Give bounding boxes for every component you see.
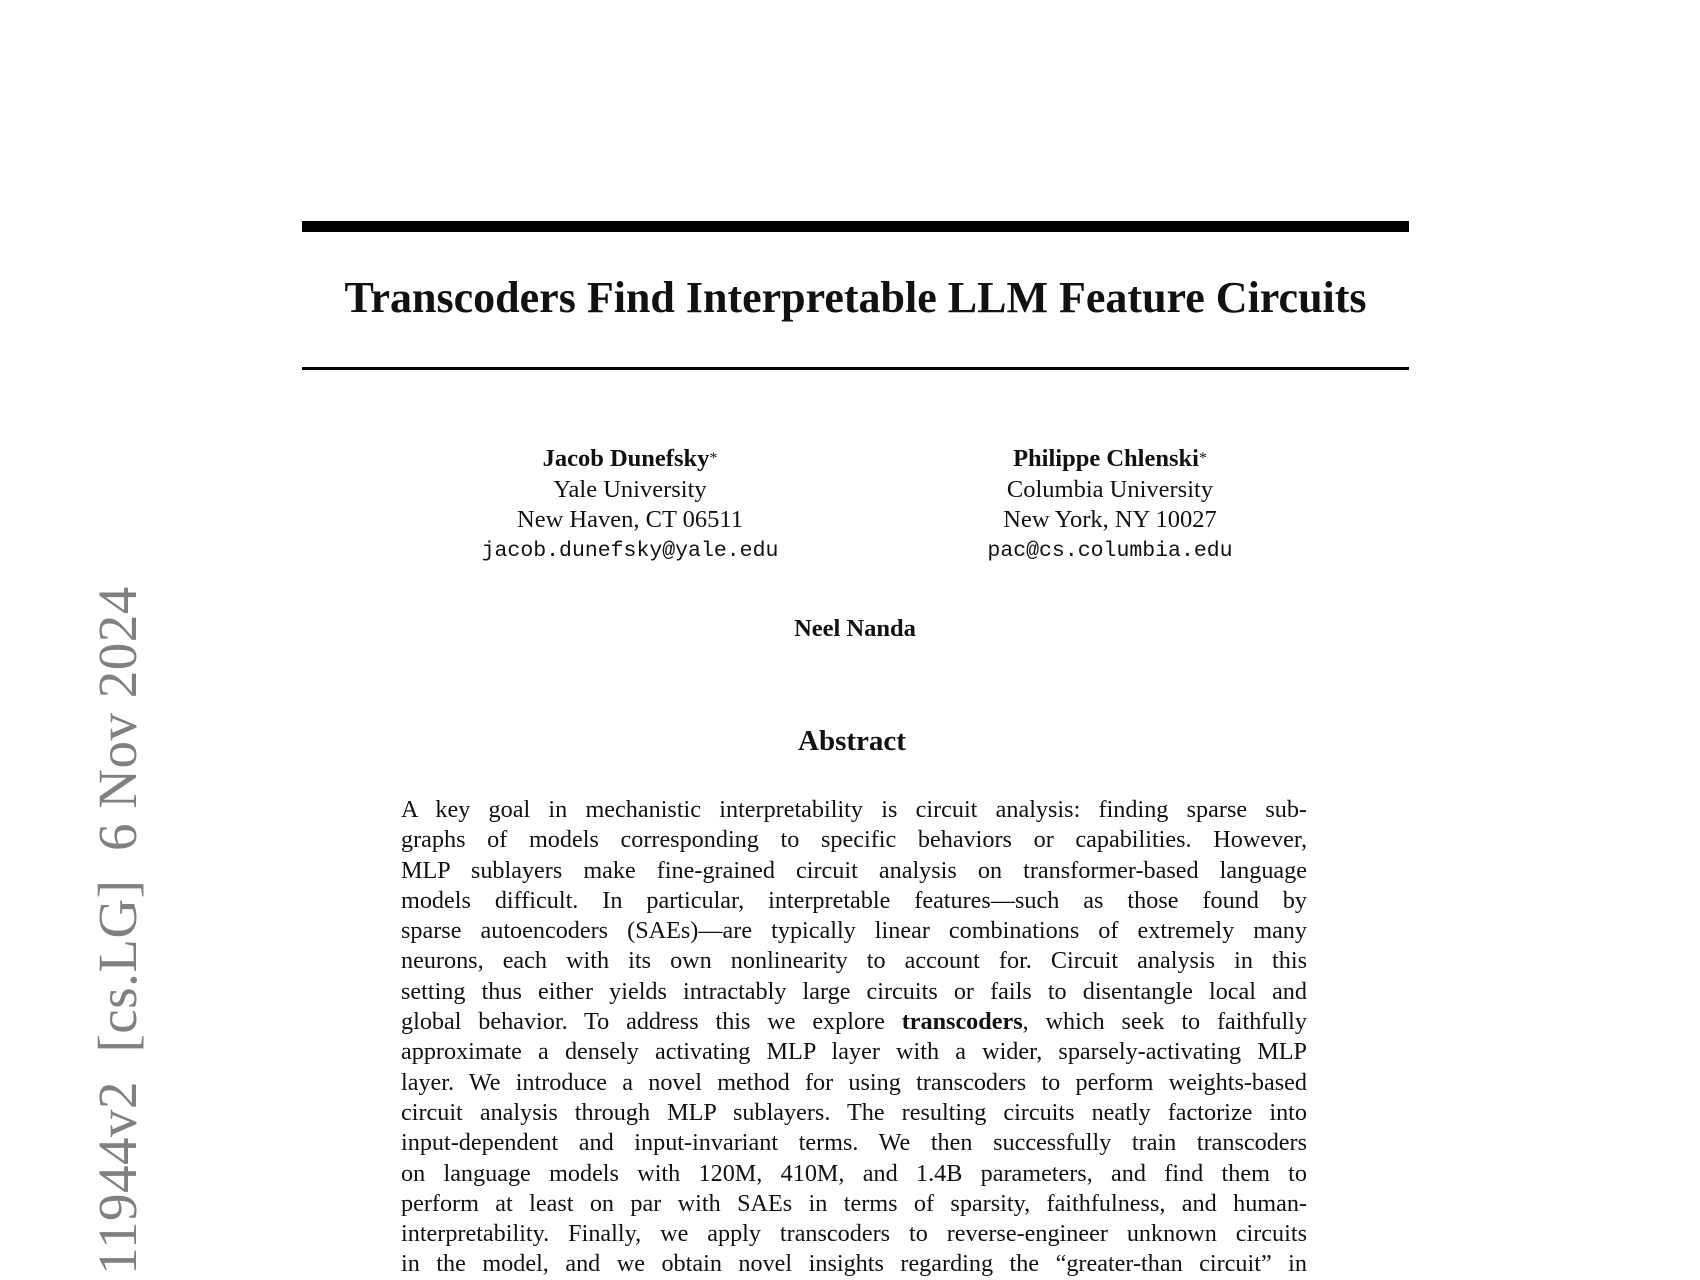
author-email: pac@cs.columbia.edu: [987, 538, 1233, 563]
abstract-line: setting thus either yields intractably large circuits or fails to disentangle local and: [401, 977, 1307, 1005]
title-bottom-rule: [302, 367, 1409, 370]
abstract-heading: Abstract: [798, 725, 906, 757]
title-top-rule: [302, 221, 1409, 232]
abstract-line: perform at least on par with SAEs in terms of sparsity, faithfulness, and human-: [401, 1189, 1307, 1217]
arxiv-sidebar-stamp: [88, 586, 148, 1275]
abstract-line: [401, 1007, 1307, 1037]
author-block-3: [705, 614, 1005, 645]
abstract-line: layer. We introduce a novel method for using transcoders to perform weights-based: [401, 1068, 1307, 1096]
abstract-line: graphs of models corresponding to specific behaviors or capabilities. However,: [401, 826, 1307, 854]
author-address: New York, NY 10027: [1003, 506, 1217, 533]
author-block-2: [920, 444, 1300, 566]
abstract-line: on language models with 120M, 410M, and 1.4B parameters, and find them to: [401, 1159, 1307, 1187]
abstract-body: [401, 795, 1307, 1280]
paper-title: Transcoders Find Interpretable LLM Feature Circuits: [344, 273, 1367, 322]
arxiv-date: 6 Nov 2024: [87, 586, 148, 852]
abstract-line: A key goal in mechanistic interpretability is circuit analysis: finding sparse sub-: [401, 796, 1307, 823]
author-affiliation: Yale University: [553, 475, 707, 503]
author-name: Philippe Chlenski: [1013, 445, 1199, 472]
equal-contribution-mark: *: [1198, 450, 1207, 467]
emphasis-term: transcoders: [901, 1008, 1023, 1036]
abstract-line: circuit analysis through MLP sublayers. The resulting circuits neatly factorize into: [401, 1098, 1307, 1126]
abstract-line: interpretability. Finally, we apply transcoders to reverse-engineer unknown circuits: [401, 1220, 1307, 1248]
author-block-1: [440, 444, 820, 566]
abstract-text: , which seek to faithfully: [1022, 1008, 1307, 1036]
abstract-line: in the model, and we obtain novel insights regarding the “greater-than circuit” in: [401, 1250, 1307, 1278]
author-name: Neel Nanda: [794, 615, 916, 642]
abstract-line: sparse autoencoders (SAEs)—are typically linear combinations of extremely many: [401, 917, 1307, 945]
abstract-line: MLP sublayers make fine-grained circuit analysis on transformer-based language: [401, 856, 1307, 884]
arxiv-category: [cs.LG]: [87, 879, 148, 1053]
abstract-line: models difficult. In particular, interpretable features—such as those found by: [401, 886, 1307, 914]
author-affiliation: Columbia University: [1006, 475, 1214, 503]
arxiv-id: 11944v2: [87, 1081, 148, 1275]
abstract-line: input-dependent and input-invariant terms. We then successfully train transcoders: [401, 1129, 1307, 1157]
equal-contribution-mark: *: [709, 450, 718, 467]
author-name: Jacob Dunefsky: [542, 445, 710, 472]
abstract-line: approximate a densely activating MLP layer with a wider, sparsely-activating MLP: [401, 1038, 1307, 1066]
author-address: New Haven, CT 06511: [517, 506, 743, 533]
abstract-line: neurons, each with its own nonlinearity to account for. Circuit analysis in this: [401, 947, 1307, 975]
author-email: jacob.dunefsky@yale.edu: [481, 538, 779, 563]
abstract-text: global behavior. To address this we explore: [401, 1008, 902, 1036]
